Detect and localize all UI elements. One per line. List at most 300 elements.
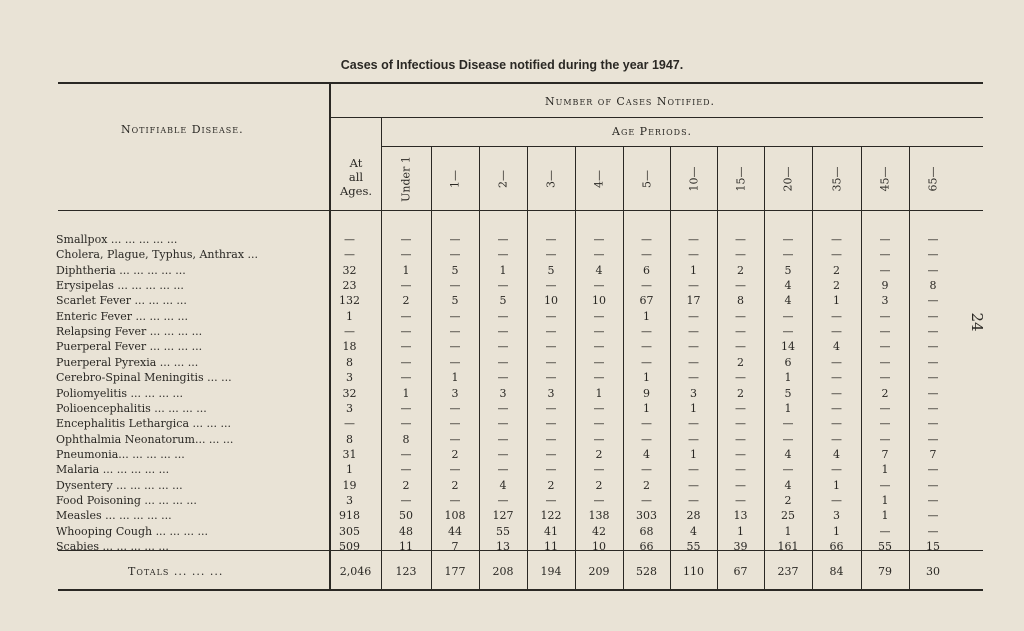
table-cell: —	[927, 355, 939, 369]
table-cell: —	[344, 233, 355, 246]
table-cell: 1	[346, 309, 353, 323]
table-cell: —	[688, 233, 699, 246]
table-cell: 2	[881, 386, 889, 400]
age-column-header: 5—	[640, 170, 653, 188]
table-cell: —	[593, 279, 605, 293]
disease-name: Puerperal Fever ... ... ... ...	[56, 340, 203, 354]
table-cell: —	[735, 309, 746, 323]
table-cell: 4	[833, 447, 840, 461]
table-cell: 108	[444, 509, 466, 523]
table-cell: 7	[451, 540, 459, 553]
table-cell: 1	[784, 371, 792, 385]
table-cell: 25	[781, 509, 795, 523]
table-cell: —	[497, 417, 509, 431]
table-cell: —	[497, 463, 509, 477]
table-cell: 50	[399, 509, 413, 523]
table-cell: —	[927, 524, 939, 538]
table-cell: —	[545, 493, 557, 507]
table-cell: —	[497, 447, 509, 461]
table-cell: 66	[639, 540, 654, 553]
table-cell: —	[831, 248, 842, 262]
table-cell: 8	[737, 294, 744, 308]
table-cell: —	[641, 432, 652, 446]
table-cell: —	[927, 478, 939, 492]
table-cell: —	[545, 417, 557, 431]
table-cell: 5	[499, 294, 507, 308]
table-cell: —	[400, 417, 412, 431]
table-cell: 1	[451, 371, 459, 385]
all-ages-header: Ages.	[339, 184, 373, 198]
disease-name: Polioencephalitis ... ... ... ...	[56, 401, 207, 415]
table-cell: 4	[784, 447, 792, 461]
table-cell: —	[545, 371, 557, 385]
table-cell: —	[449, 355, 461, 369]
table-cell: —	[641, 493, 652, 507]
disease-name: Pneumonia... ... ... ... ...	[56, 447, 185, 461]
age-column-header: 45—	[878, 166, 892, 192]
cases-header: Number of Cases Notified.	[545, 95, 716, 108]
age-column-header: 15—	[734, 166, 747, 192]
table-cell: 509	[339, 540, 360, 553]
table-cell: —	[735, 340, 746, 354]
table-cell: —	[545, 355, 557, 369]
table-cell: —	[927, 493, 939, 507]
table-cell: —	[927, 325, 939, 339]
table-cell: —	[400, 309, 412, 323]
table-cell: 1	[499, 263, 507, 277]
table-cell: —	[545, 340, 557, 354]
table-cell: —	[688, 248, 699, 262]
table-cell: 4	[784, 294, 792, 308]
table-cell: —	[545, 309, 557, 323]
disease-name: Ophthalmia Neonatorum... ... ...	[56, 432, 234, 446]
table-cell: —	[497, 279, 509, 293]
table-cell: 1	[881, 509, 889, 523]
table-cell: 3	[690, 386, 697, 400]
table-cell: —	[782, 309, 794, 323]
table-cell: 2	[833, 279, 840, 293]
table-cell: 1	[643, 309, 650, 323]
table-cell: 138	[588, 509, 610, 523]
table-cell: —	[400, 447, 412, 461]
table-cell: —	[400, 248, 412, 262]
totals-cell: 194	[540, 565, 562, 578]
table-cell: 32	[342, 263, 357, 277]
totals-cell: 84	[829, 565, 844, 578]
table-cell: —	[927, 463, 939, 477]
table-cell: —	[927, 309, 939, 323]
table-cell: —	[735, 401, 746, 415]
table-cell: —	[497, 233, 509, 246]
table-cell: 32	[342, 386, 357, 400]
table-cell: 2	[737, 386, 744, 400]
table-cell: —	[927, 371, 939, 385]
totals-cell: 30	[926, 565, 940, 578]
table-cell: —	[879, 432, 891, 446]
table-cell: 10	[592, 294, 606, 308]
disease-header: Notifiable Disease.	[121, 123, 244, 136]
table-cell: 1	[833, 478, 840, 492]
table-cell: —	[782, 417, 794, 431]
table-cell: —	[927, 417, 939, 431]
table-cell: 14	[781, 340, 795, 354]
table-cell: —	[449, 233, 461, 246]
table-cell: 1	[690, 401, 697, 415]
table-cell: —	[735, 463, 746, 477]
table-cell: —	[879, 340, 891, 354]
table-cell: 11	[544, 540, 558, 553]
table-cell: —	[735, 371, 746, 385]
table-cell: —	[449, 432, 461, 446]
table-cell: —	[735, 493, 746, 507]
table-cell: —	[879, 478, 891, 492]
table-cell: 1	[402, 263, 410, 277]
table-cell: 9	[881, 279, 889, 293]
table-cell: —	[641, 279, 652, 293]
table-cell: 918	[339, 509, 360, 523]
table-cell: 1	[643, 401, 650, 415]
table-cell: —	[831, 325, 842, 339]
table-cell: 1	[737, 524, 744, 538]
table-cell: 1	[346, 463, 353, 477]
age-column-header: 3—	[544, 170, 558, 188]
table-cell: —	[879, 371, 891, 385]
table-cell: —	[688, 493, 699, 507]
table-cell: —	[449, 248, 461, 262]
table-cell: 13	[733, 509, 748, 523]
table-cell: 15	[926, 540, 940, 553]
table-cell: —	[879, 233, 891, 246]
disease-name: Relapsing Fever ... ... ... ...	[56, 325, 203, 339]
disease-name: Puerperal Pyrexia ... ... ...	[56, 355, 199, 369]
table-cell: —	[497, 355, 509, 369]
header-bottom-rule	[58, 210, 983, 211]
table-cell: 5	[784, 263, 792, 277]
table-cell: 67	[639, 294, 654, 308]
table-cell: 17	[686, 294, 701, 308]
table-cell: —	[344, 417, 355, 431]
table-cell: 1	[784, 524, 792, 538]
table-cell: —	[735, 325, 746, 339]
table-cell: —	[593, 401, 605, 415]
table-cell: —	[831, 417, 842, 431]
table-cell: 18	[342, 340, 357, 354]
table-cell: —	[400, 401, 412, 415]
table-cell: —	[400, 371, 412, 385]
table-cell: 44	[448, 524, 462, 538]
table-cell: —	[497, 493, 509, 507]
all-ages-header: all	[348, 170, 364, 184]
table-cell: —	[831, 386, 842, 400]
table-cell: —	[879, 401, 891, 415]
table-cell: 55	[878, 540, 892, 553]
table-cell: —	[593, 233, 605, 246]
table-cell: —	[593, 325, 605, 339]
table-cell: 132	[339, 294, 360, 308]
table-cell: —	[400, 340, 412, 354]
table-cell: —	[688, 371, 699, 385]
table-cell: 1	[833, 524, 840, 538]
disease-name: Erysipelas ... ... ... ... ...	[56, 279, 184, 293]
table-cell: 10	[592, 540, 606, 553]
table-cell: —	[449, 325, 461, 339]
table-cell: 2	[451, 447, 459, 461]
table-cell: 1	[784, 401, 792, 415]
table-cell: 8	[929, 279, 937, 293]
table-cell: —	[593, 417, 605, 431]
table-cell: 9	[643, 386, 650, 400]
disease-name: Encephalitis Lethargica ... ... ...	[56, 417, 231, 431]
table-cell: 3	[346, 401, 353, 415]
table-cell: 4	[643, 447, 650, 461]
table-cell: —	[927, 386, 939, 400]
table-cell: 8	[402, 432, 410, 446]
disease-name: Malaria ... ... ... ... ...	[56, 463, 170, 477]
table-cell: —	[593, 248, 605, 262]
table-cell: —	[497, 401, 509, 415]
table-cell: 2	[784, 493, 792, 507]
disease-name: Smallpox ... ... ... ... ...	[56, 233, 178, 246]
age-column-header: 20—	[781, 166, 795, 192]
table-cell: 48	[399, 524, 413, 538]
table-cell: 3	[833, 509, 840, 523]
table-cell: 161	[777, 540, 799, 553]
table-cell: —	[344, 248, 355, 262]
table-cell: —	[641, 340, 652, 354]
table-cell: —	[400, 355, 412, 369]
table-cell: 2	[595, 447, 603, 461]
table-cell: —	[688, 309, 699, 323]
table-cell: 39	[733, 540, 748, 553]
table-cell: —	[593, 355, 605, 369]
table-cell: —	[831, 432, 842, 446]
table-cell: 55	[496, 524, 510, 538]
table-cell: —	[497, 248, 509, 262]
table-cell: —	[449, 493, 461, 507]
table-cell: —	[831, 371, 842, 385]
table-cell: 19	[342, 478, 357, 492]
table-cell: —	[593, 309, 605, 323]
table-cell: —	[782, 233, 794, 246]
table-cell: —	[688, 355, 699, 369]
table-cell: —	[735, 233, 746, 246]
table-cell: —	[879, 417, 891, 431]
disease-name: Enteric Fever ... ... ... ...	[56, 309, 188, 323]
disease-name: Scabies ... ... ... ... ...	[56, 540, 169, 553]
table-cell: 2	[402, 478, 410, 492]
totals-cell: 237	[777, 565, 799, 578]
table-cell: 41	[544, 524, 558, 538]
table-cell: 4	[499, 478, 507, 492]
table-cell: —	[831, 463, 842, 477]
table-cell: 6	[643, 263, 650, 277]
table-cell: —	[735, 417, 746, 431]
table-cell: 7	[929, 447, 937, 461]
table-cell: —	[593, 432, 605, 446]
table-cell: 1	[881, 463, 889, 477]
table-cell: —	[449, 463, 461, 477]
table-cell: —	[831, 309, 842, 323]
table-cell: —	[927, 233, 939, 246]
age-column-header: 65—	[926, 166, 940, 192]
table-cell: 4	[595, 263, 603, 277]
table-cell: 2	[643, 478, 650, 492]
table-cell: —	[782, 432, 794, 446]
table-cell: —	[688, 340, 699, 354]
table-cell: —	[831, 355, 842, 369]
table-cell: 5	[547, 263, 555, 277]
table-cell: —	[497, 371, 509, 385]
table-cell: —	[879, 325, 891, 339]
table-cell: —	[593, 463, 605, 477]
table-cell: —	[449, 340, 461, 354]
table-cell: —	[782, 325, 794, 339]
table-cell: —	[735, 478, 746, 492]
table-cell: —	[545, 233, 557, 246]
disease-name: Cerebro-Spinal Meningitis ... ...	[56, 371, 232, 385]
table-cell: —	[927, 432, 939, 446]
table-cell: —	[735, 447, 746, 461]
table-cell: —	[545, 248, 557, 262]
table-cell: 1	[833, 294, 840, 308]
table-cell: —	[545, 463, 557, 477]
table-cell: 3	[499, 386, 507, 400]
table-cell: —	[927, 294, 939, 308]
disease-name: Poliomyelitis ... ... ... ...	[56, 386, 183, 400]
table-cell: —	[688, 463, 699, 477]
table-cell: —	[449, 401, 461, 415]
table-cell: —	[641, 417, 652, 431]
disease-name: Measles ... ... ... ... ...	[56, 509, 172, 523]
cases-header-rule	[330, 117, 983, 118]
table-cell: 127	[492, 509, 514, 523]
age-column-header: 35—	[830, 166, 843, 192]
table-cell: —	[735, 279, 746, 293]
table-cell: —	[545, 401, 557, 415]
table-cell: —	[831, 401, 842, 415]
table-cell: —	[831, 233, 842, 246]
age-column-header: 4—	[592, 170, 606, 188]
table-cell: —	[688, 478, 699, 492]
table-cell: 305	[339, 524, 360, 538]
table-cell: —	[782, 248, 794, 262]
age-column-header: 10—	[687, 166, 700, 192]
table-cell: —	[545, 447, 557, 461]
table-cell: 1	[690, 447, 697, 461]
table-cell: 28	[686, 509, 701, 523]
table-cell: —	[641, 233, 652, 246]
age-column-header: 2—	[496, 170, 510, 188]
table-cell: 8	[346, 432, 353, 446]
table-cell: —	[400, 279, 412, 293]
table-cell: 55	[686, 540, 701, 553]
table-cell: 23	[342, 279, 357, 293]
table-cell: —	[344, 325, 355, 339]
disease-name: Food Poisoning ... ... ... ...	[56, 493, 197, 507]
table-cell: 4	[833, 340, 840, 354]
table-cell: 122	[540, 509, 562, 523]
table-cell: —	[735, 432, 746, 446]
table-cell: —	[927, 509, 939, 523]
table-cell: —	[782, 463, 794, 477]
table-cell: —	[449, 417, 461, 431]
all-ages-header: At	[349, 156, 363, 170]
table-cell: —	[545, 432, 557, 446]
age-header-rule	[381, 146, 983, 147]
table-cell: —	[449, 279, 461, 293]
page-number: 24	[968, 312, 986, 332]
table-cell: —	[497, 432, 509, 446]
totals-cell: 209	[588, 565, 610, 578]
table-cell: —	[688, 325, 699, 339]
table-cell: 4	[690, 524, 697, 538]
disease-name: Dysentery ... ... ... ... ...	[56, 478, 183, 492]
age-column-header: Under 1	[399, 156, 413, 202]
table-cell: 3	[547, 386, 555, 400]
table-cell: 13	[496, 540, 510, 553]
table-cell: 2	[402, 294, 410, 308]
table-cell: —	[831, 493, 842, 507]
table-cell: 31	[342, 447, 357, 461]
table-cell: —	[400, 463, 412, 477]
table-cell: 1	[595, 386, 603, 400]
table-cell: 68	[639, 524, 654, 538]
table-cell: —	[927, 340, 939, 354]
table-cell: —	[688, 417, 699, 431]
table-cell: 4	[784, 478, 792, 492]
infectious-disease-table	[56, 80, 984, 592]
table-cell: 2	[547, 478, 555, 492]
table-cell: 1	[690, 263, 697, 277]
table-cell: 11	[399, 540, 413, 553]
totals-cell: 67	[733, 565, 748, 578]
disease-name: Cholera, Plague, Typhus, Anthrax ...	[56, 248, 259, 262]
table-cell: —	[593, 340, 605, 354]
table-cell: 2	[737, 263, 744, 277]
table-cell: 1	[643, 371, 650, 385]
table-cell: —	[641, 463, 652, 477]
table-cell: 3	[346, 371, 353, 385]
table-cell: —	[497, 309, 509, 323]
table-cell: —	[641, 355, 652, 369]
table-cell: —	[927, 248, 939, 262]
table-cell: 3	[451, 386, 459, 400]
table-cell: 2	[833, 263, 840, 277]
table-cell: —	[688, 279, 699, 293]
table-cell: —	[688, 432, 699, 446]
table-cell: 42	[592, 524, 606, 538]
table-cell: 2	[737, 355, 744, 369]
table-top-rule	[58, 82, 983, 84]
table-cell: 7	[881, 447, 889, 461]
table-cell: 2	[451, 478, 459, 492]
table-cell: 10	[544, 294, 558, 308]
totals-cell: 79	[878, 565, 892, 578]
table-cell: 3	[881, 294, 889, 308]
disease-name: Diphtheria ... ... ... ... ...	[56, 263, 186, 277]
table-cell: —	[497, 325, 509, 339]
totals-cell: 110	[683, 565, 704, 578]
age-column-header: 1—	[448, 170, 462, 188]
totals-cell: 123	[395, 565, 417, 578]
table-cell: —	[879, 309, 891, 323]
table-cell: 303	[636, 509, 657, 523]
totals-cell: 528	[636, 565, 657, 578]
table-cell: 6	[784, 355, 792, 369]
table-cell: —	[400, 493, 412, 507]
table-cell: —	[545, 279, 557, 293]
table-cell: —	[400, 233, 412, 246]
